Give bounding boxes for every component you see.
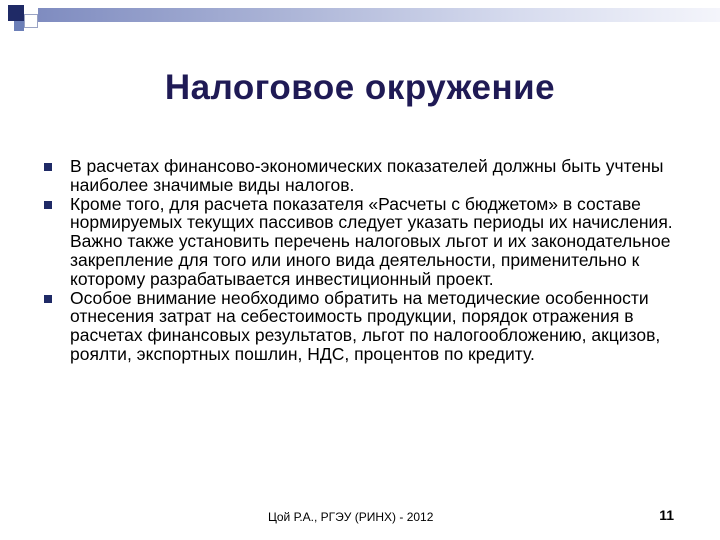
decorative-square-dark: [8, 5, 24, 21]
bullet-list: [44, 157, 694, 364]
bullet-text: В расчетах финансово-экономических показателей должны быть учтены наиболее значимые виды налогов.: [70, 156, 664, 195]
bullet-text: Особое внимание необходимо обратить на методические особенности отнесения затрат на себестоимость продукции, порядок отражения в расчетах финансовых результатов, льгот по налогообложению, акцизов, роялти, экспортных пошлин, НДС, процентов по кредиту.: [70, 287, 661, 364]
slide-title: Налоговое окружение: [164, 68, 556, 107]
header-gradient-strip: [38, 8, 720, 22]
bullet-item: [44, 157, 694, 195]
decorative-square-outline: [24, 14, 38, 28]
square-bullet-icon: [44, 295, 52, 303]
square-bullet-icon: [44, 163, 52, 171]
decorative-square-blue: [14, 21, 24, 31]
slide-footer: Цой Р.А., РГЭУ (РИНХ) - 2012: [268, 510, 434, 524]
bullet-item: [44, 289, 694, 364]
bullet-text: Кроме того, для расчета показателя «Расчеты с бюджетом» в составе нормируемых текущих пассивов следует указать периоды их начисления. Важно также установить перечень налоговых льгот и их законодательное закрепление для того или иного вида деятельности, применительно к которому разрабатывается инвестиционный проект.: [70, 193, 673, 289]
square-bullet-icon: [44, 201, 52, 209]
header-decoration: [0, 0, 720, 40]
page-number: 11: [659, 507, 674, 523]
bullet-item: [44, 195, 694, 289]
